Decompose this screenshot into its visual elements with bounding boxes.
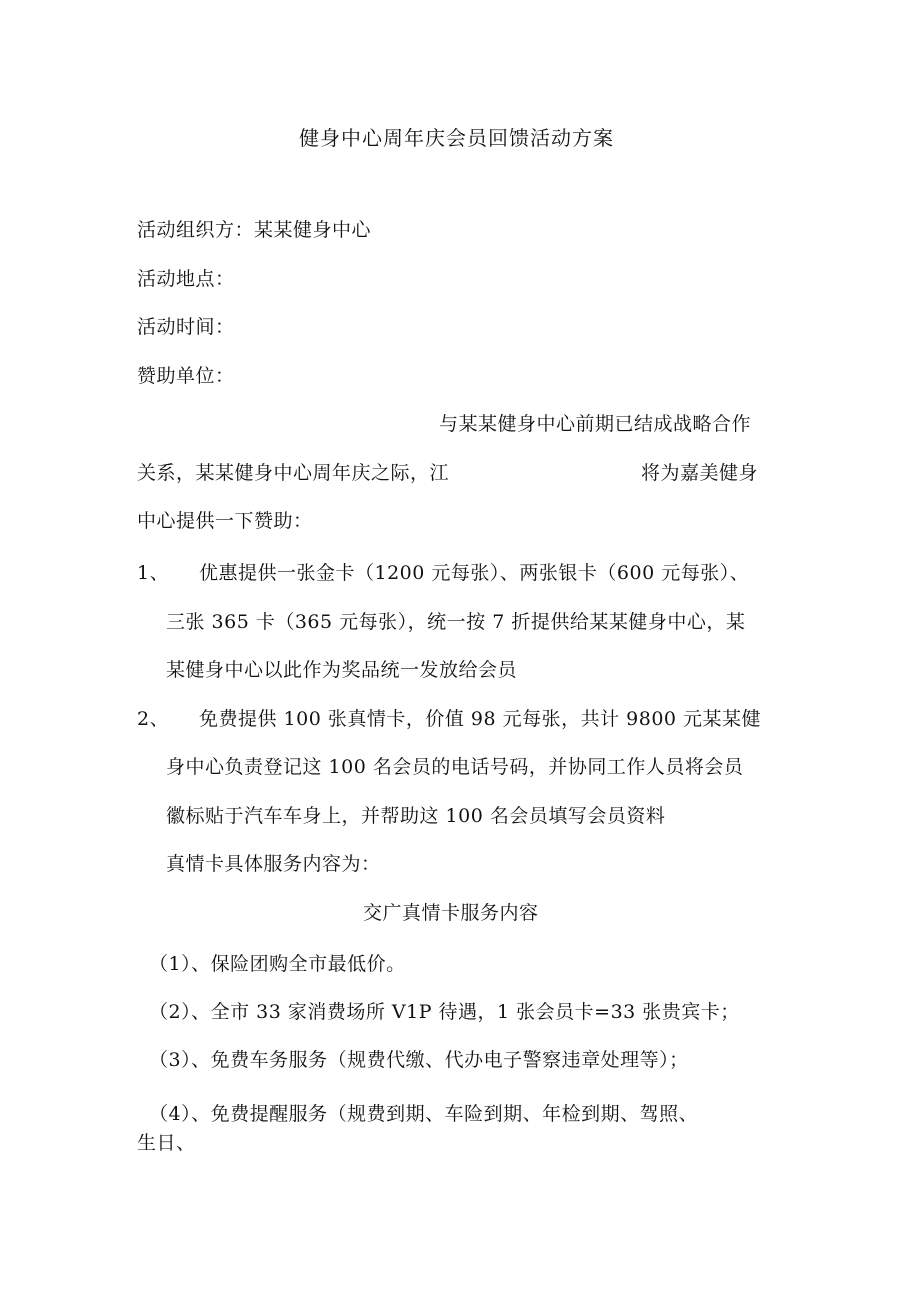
intro-line-1: 与某某健身中心前期已结成战略合作 <box>439 413 752 435</box>
item-1-number: 1、 <box>137 562 170 584</box>
intro-line-2a: 关系，某某健身中心周年庆之际，江 <box>137 462 450 484</box>
organizer-line: 活动组织方：某某健身中心 <box>137 219 372 241</box>
intro-line-2b: 将为嘉美健身 <box>641 462 759 484</box>
item-1-line-3: 某健身中心以此作为奖品统一发放给会员 <box>166 659 518 681</box>
service-item-4: （4）、免费提醒服务（规费到期、车险到期、年检到期、驾照、 <box>149 1103 699 1125</box>
location-line: 活动地点： <box>137 268 235 290</box>
time-line: 活动时间： <box>137 316 235 338</box>
service-item-3: （3）、免费车务服务（规费代缴、代办电子警察违章处理等）； <box>149 1049 689 1071</box>
service-item-1: （1）、保险团购全市最低价。 <box>149 953 406 975</box>
item-1-line-1: 优惠提供一张金卡（1200 元每张）、两张银卡（600 元每张）、 <box>199 562 750 584</box>
service-item-2: （2）、全市 33 家消费场所 V1P 待遇，1 张会员卡=33 张贵宾卡； <box>149 1001 740 1023</box>
item-2-line-1: 免费提供 100 张真情卡，价值 98 元每张，共计 9800 元某某健 <box>199 708 762 730</box>
item-2-line-3: 徽标贴于汽车车身上，并帮助这 100 名会员填写会员资料 <box>166 805 666 827</box>
service-item-4-continuation: 生日、 <box>137 1132 196 1154</box>
service-intro: 真情卡具体服务内容为： <box>166 853 381 875</box>
sponsor-line: 赞助单位： <box>137 365 235 387</box>
intro-line-3: 中心提供一下赞助： <box>137 510 313 532</box>
service-title: 交广真情卡服务内容 <box>363 902 539 924</box>
document-title: 健身中心周年庆会员回馈活动方案 <box>299 126 614 150</box>
item-1-line-2: 三张 365 卡（365 元每张），统一按 7 折提供给某某健身中心，某 <box>166 611 746 633</box>
item-2-number: 2、 <box>137 708 170 730</box>
item-2-line-2: 身中心负责登记这 100 名会员的电话号码，并协同工作人员将会员 <box>166 756 744 778</box>
